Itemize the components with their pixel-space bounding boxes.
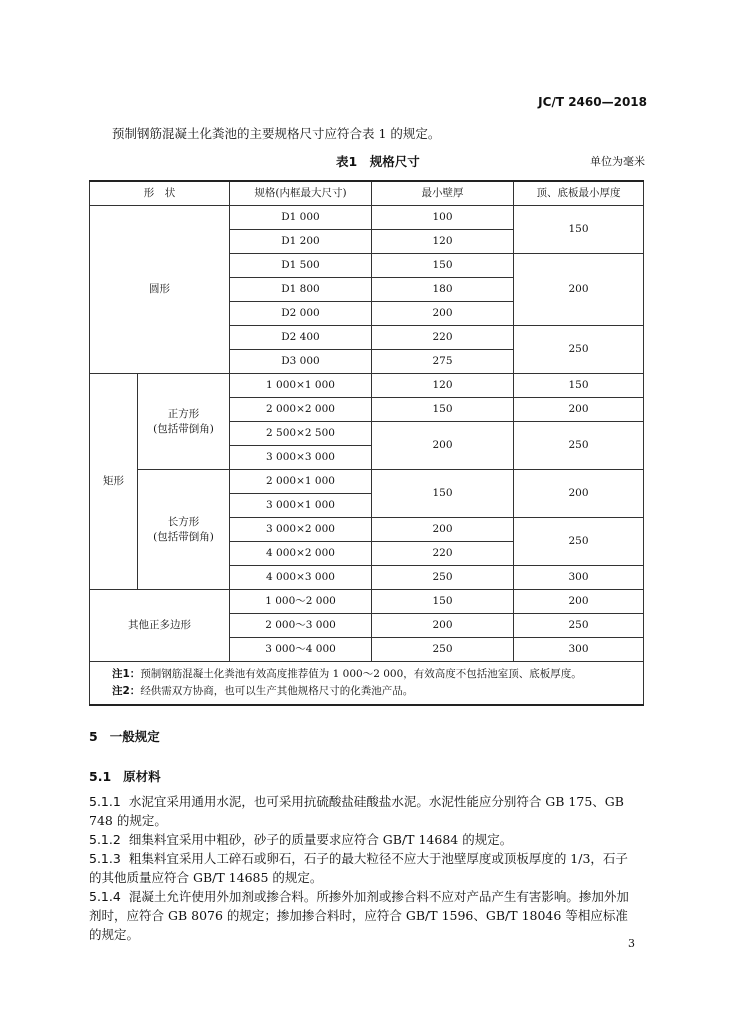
- note-1-label: 注1：: [112, 668, 141, 680]
- top-cell: 300: [514, 638, 644, 662]
- spec-cell: 3 000～4 000: [230, 638, 372, 662]
- header-shape: 形 状: [90, 181, 230, 206]
- spec-cell: 2 000×2 000: [230, 398, 372, 422]
- section-5-1-number: 5.1: [89, 769, 112, 784]
- wall-cell: 150: [372, 254, 514, 278]
- spec-cell: 3 000×2 000: [230, 518, 372, 542]
- top-cell: 250: [514, 422, 644, 470]
- oblong-label: 长方形: [167, 516, 200, 529]
- spec-cell: D1 800: [230, 278, 372, 302]
- paragraph-5-1-4: [89, 887, 637, 944]
- header-spec: 规格(内框最大尺寸): [230, 181, 372, 206]
- wall-cell: 120: [372, 230, 514, 254]
- section-5-1-heading: [89, 767, 161, 785]
- wall-cell: 150: [372, 590, 514, 614]
- wall-cell: 275: [372, 350, 514, 374]
- top-cell: 200: [514, 590, 644, 614]
- spec-cell: 2 500×2 500: [230, 422, 372, 446]
- table-notes: [90, 662, 644, 705]
- note-2-text: 经供需双方协商，也可以生产其他规格尺寸的化粪池产品。: [140, 684, 414, 697]
- spec-cell: D1 200: [230, 230, 372, 254]
- shape-round: 圆形: [90, 206, 230, 374]
- paragraph-number: 5.1.4: [89, 889, 121, 904]
- top-cell: 250: [514, 326, 644, 374]
- table-unit: 单位为毫米: [590, 155, 645, 168]
- spec-cell: 3 000×3 000: [230, 446, 372, 470]
- wall-cell: 200: [372, 518, 514, 542]
- wall-cell: 100: [372, 206, 514, 230]
- table-header-row: [90, 181, 644, 206]
- spec-cell: 4 000×3 000: [230, 566, 372, 590]
- table-caption: 表1 规格尺寸: [336, 154, 420, 169]
- note-1-text: 预制钢筋混凝土化粪池有效高度推荐值为 1 000～2 000，有效高度不包括池室顶、底板厚度。: [140, 668, 582, 680]
- table-notes-row: [90, 662, 644, 705]
- spec-cell: D1 000: [230, 206, 372, 230]
- top-cell: 250: [514, 518, 644, 566]
- note-2-label: 注2：: [112, 684, 141, 697]
- note-1: [112, 666, 621, 683]
- spec-cell: D2 400: [230, 326, 372, 350]
- shape-rect: 矩形: [90, 374, 138, 590]
- wall-cell: 250: [372, 566, 514, 590]
- table-row: [90, 206, 644, 230]
- table-row: [90, 470, 644, 494]
- paragraph-number: 5.1.2: [89, 832, 121, 847]
- wall-cell: 180: [372, 278, 514, 302]
- shape-oblong: [138, 470, 230, 590]
- top-cell: 300: [514, 566, 644, 590]
- standard-number: JC/T 2460—2018: [538, 95, 647, 109]
- paragraph-text: 混凝土允许使用外加剂或掺合料。所掺外加剂或掺合料不应对产品产生有害影响。掺加外加剂时，应符合 GB 8076 的规定；掺加掺合料时，应符合 GB/T 1596、GB/T 18046 等相应标准的规定。: [89, 889, 629, 942]
- header-wall: 最小壁厚: [372, 181, 514, 206]
- paragraph-5-1-3: [89, 849, 637, 887]
- spec-cell: 4 000×2 000: [230, 542, 372, 566]
- table-row: [90, 590, 644, 614]
- oblong-sublabel: (包括带倒角): [153, 530, 214, 543]
- paragraph-5-1-2: [89, 830, 637, 849]
- top-cell: 200: [514, 470, 644, 518]
- spec-cell: 2 000×1 000: [230, 470, 372, 494]
- spec-cell: 2 000～3 000: [230, 614, 372, 638]
- spec-table: [89, 180, 644, 706]
- spec-cell: D1 500: [230, 254, 372, 278]
- top-cell: 150: [514, 206, 644, 254]
- paragraph-number: 5.1.3: [89, 851, 121, 866]
- wall-cell: 120: [372, 374, 514, 398]
- section-5-title: 一般规定: [109, 729, 160, 744]
- intro-text: 预制钢筋混凝土化粪池的主要规格尺寸应符合表 1 的规定。: [112, 126, 441, 141]
- wall-cell: 150: [372, 470, 514, 518]
- wall-cell: 200: [372, 422, 514, 470]
- shape-polygon: 其他正多边形: [90, 590, 230, 662]
- spec-cell: D2 000: [230, 302, 372, 326]
- wall-cell: 250: [372, 638, 514, 662]
- spec-cell: 3 000×1 000: [230, 494, 372, 518]
- paragraph-text: 粗集料宜采用人工碎石或卵石，石子的最大粒径不应大于池壁厚度或顶板厚度的 1/3，石子的其他质量应符合 GB/T 14685 的规定。: [89, 851, 628, 885]
- section-5-1-title: 原材料: [123, 769, 161, 784]
- page-number: 3: [628, 937, 635, 950]
- section-5-number: 5: [89, 729, 98, 744]
- wall-cell: 200: [372, 302, 514, 326]
- square-label: 正方形: [167, 408, 200, 421]
- top-cell: 250: [514, 614, 644, 638]
- paragraph-number: 5.1.1: [89, 794, 121, 809]
- spec-cell: 1 000～2 000: [230, 590, 372, 614]
- wall-cell: 220: [372, 326, 514, 350]
- wall-cell: 150: [372, 398, 514, 422]
- header-top: 顶、底板最小厚度: [514, 181, 644, 206]
- spec-cell: 1 000×1 000: [230, 374, 372, 398]
- shape-square: [138, 374, 230, 470]
- wall-cell: 220: [372, 542, 514, 566]
- top-cell: 150: [514, 374, 644, 398]
- top-cell: 200: [514, 398, 644, 422]
- square-sublabel: (包括带倒角): [153, 422, 214, 435]
- paragraph-text: 细集料宜采用中粗砂，砂子的质量要求应符合 GB/T 14684 的规定。: [128, 832, 513, 847]
- table-row: [90, 374, 644, 398]
- spec-cell: D3 000: [230, 350, 372, 374]
- paragraph-5-1-1: [89, 792, 637, 830]
- wall-cell: 200: [372, 614, 514, 638]
- note-2: [112, 683, 621, 700]
- section-5-heading: [89, 727, 160, 745]
- paragraph-text: 水泥宜采用通用水泥，也可采用抗硫酸盐硅酸盐水泥。水泥性能应分别符合 GB 175、GB 748 的规定。: [89, 794, 624, 828]
- top-cell: 200: [514, 254, 644, 326]
